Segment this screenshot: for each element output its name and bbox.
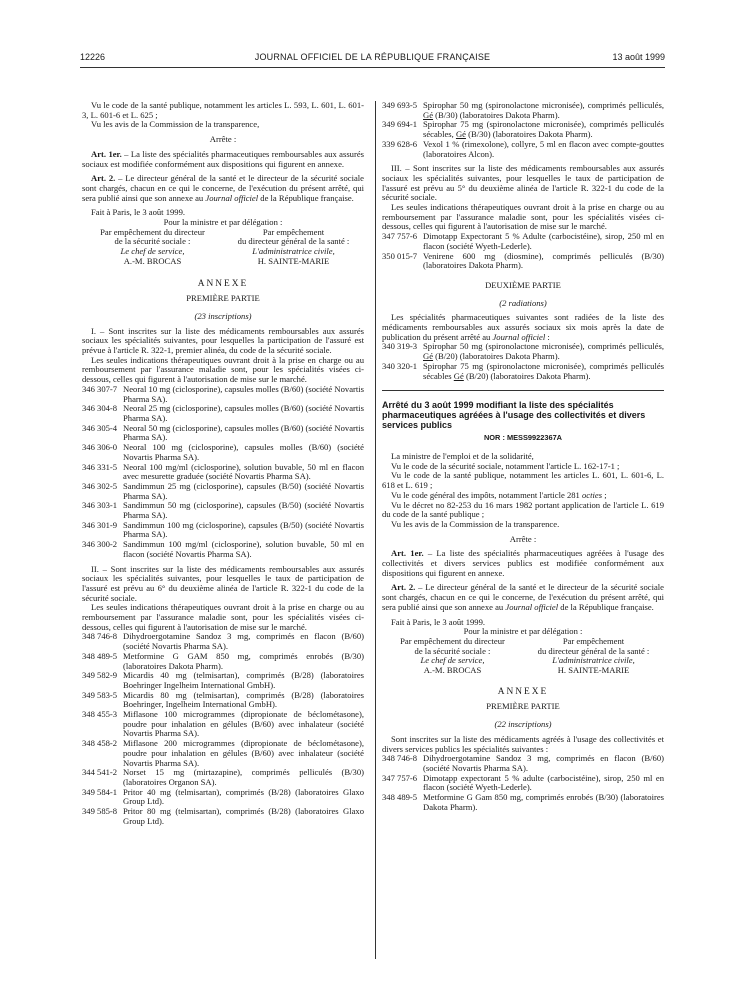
delegation-line: Pour la ministre et par délégation :	[163, 217, 283, 228]
medication-entry	[382, 793, 664, 812]
signature-line: Par empêchement du directeur	[100, 226, 205, 237]
description-text: Spirophar 75 mg (spironolactone micronisée), comprimés pelliculés sécables,	[423, 119, 664, 140]
journal-ref: Journal officiel	[492, 331, 546, 342]
medication-entry	[82, 768, 364, 787]
signature-left	[382, 637, 523, 676]
medication-description: Neoral 100 mg (ciclosporine), capsules molles (B/60) (société Novartis Pharma SA).	[123, 442, 364, 462]
medication-description	[423, 101, 664, 120]
visa-text-end: ;	[602, 489, 607, 500]
section-intro: II. – Sont inscrites sur la liste des médicaments remboursables aux assurés sociaux les spécialités suivantes, pour lesquelles le taux de participation de l'assuré est prévu au 6° du deuxième alinéa de l'article R. 322-1 du code de la sécurité sociale.	[82, 563, 364, 603]
article-2	[82, 174, 364, 203]
signatory-name: A.-M. BROCAS	[423, 665, 482, 676]
cip-code: 346 305-4	[82, 422, 118, 433]
section-intro: Sont inscrites sur la liste des médicaments agréés à l'usage des collectivités et divers services publics les spécialités suivantes :	[382, 733, 664, 754]
medication-description: Miflasone 200 microgrammes (dipropionate de béclométasone), poudre pour inhalation en gélules (B/60) avec inhalateur (société Novartis Pharma SA).	[123, 738, 364, 768]
medication-entry	[82, 521, 364, 540]
medication-description: Dihydroergotamine Sandoz 3 mg, comprimés en flacon (B/60) (société Novartis Pharma SA).	[423, 753, 664, 773]
signature-line: Par empêchement du directeur	[400, 635, 505, 646]
cip-code: 347 757-6	[382, 772, 418, 783]
article-text: – La liste des spécialités pharmaceutiques agréées à l'usage des collectivités et divers services publics est modifiée conformément aux dispositions qui figurent en annexe.	[382, 548, 664, 578]
medication-description: Neoral 25 mg (ciclosporine), capsules molles (B/60) (société Novartis Pharma SA).	[123, 403, 364, 423]
signature-right	[523, 637, 664, 676]
description-text: (B/30) (laboratoires Dakota Pharm).	[465, 129, 593, 140]
medication-description: Sandimmun 100 mg/ml (ciclosporine), solution buvable, 50 ml en flacon (société Novartis Pharma SA).	[123, 539, 364, 559]
part-heading: DEUXIÈME PARTIE	[485, 279, 561, 290]
medication-description: Metformine G GAM 850 mg, comprimés enrobés (B/30) (laboratoires Dakota Pharm).	[123, 650, 364, 671]
description-text: Spirophar 50 mg (spironolactone micronisée), comprimés pelliculés,	[423, 100, 664, 110]
signature-line: du directeur général de la santé :	[237, 236, 350, 247]
medication-description: Neoral 100 mg/ml (ciclosporine), solution buvable, 50 ml en flacon avec mesurette graduée (société Novartis Pharma SA).	[123, 461, 364, 482]
article-text-end: de la République française.	[558, 601, 654, 612]
signature-line: de la sécurité sociale :	[414, 645, 491, 656]
cip-code: 349 582-9	[82, 670, 118, 681]
signature-title: L'administratrice civile,	[252, 246, 335, 257]
signature-title: Le chef de service,	[120, 246, 185, 257]
medication-entry	[82, 739, 364, 768]
page-number: 12226	[80, 52, 106, 62]
journal-ref: Journal officiel	[505, 601, 559, 612]
visa-paragraph: Vu le code de la sécurité sociale, notamment l'article L. 162-17-1 ;	[391, 460, 620, 471]
medication-description: Pritor 40 mg (telmisartan), comprimés (B/28) (laboratoires Glaxo Group Ltd).	[123, 786, 364, 807]
medication-entry	[82, 443, 364, 462]
arrete-label: Arrête :	[209, 134, 237, 145]
journal-ref: Journal officiel	[205, 192, 259, 203]
visa-paragraph: Vu le code de la santé publique, notamment les articles L. 601, L. 601-6, L. 618 et L. 619 ;	[382, 470, 664, 491]
cip-code: 349 693-5	[382, 100, 418, 110]
signature-block	[82, 228, 364, 267]
medication-description: Venirene 600 mg (diosmine), comprimés pelliculés (B/30) (laboratoires Dakota Pharm).	[423, 250, 664, 271]
article-text: – Le directeur général de la santé et le directeur de la sécurité sociale sont chargés, chacun en ce qui le concerne, de l'exécution du présent arrêté, qui sera publié ainsi que son annexe au	[82, 173, 364, 203]
article-text: – Le directeur général de la santé et le directeur de la sécurité sociale sont chargés, chacun en ce qui le concerne, de l'exécution du présent arrêté, qui sera publié ainsi que son annexe au	[382, 582, 664, 612]
description-text: (B/30) (laboratoires Dakota Pharm).	[433, 109, 560, 120]
generic-marker: Gé	[455, 129, 466, 140]
visa-paragraph: Vu les avis de la Commission de la transparence,	[91, 119, 260, 130]
generic-marker: Gé	[423, 109, 434, 120]
medication-description	[423, 140, 664, 159]
medication-entry	[82, 424, 364, 443]
medication-entry	[382, 252, 664, 271]
cip-code: 340 320-1	[382, 360, 418, 371]
right-column	[382, 101, 664, 812]
article-2	[382, 583, 664, 612]
part-heading: PREMIÈRE PARTIE	[186, 293, 260, 304]
header-rule	[80, 67, 665, 68]
visa-text: Vu le code général des impôts, notamment l'article 281	[391, 489, 582, 500]
signature-right	[223, 228, 364, 267]
section-note: Les seules indications thérapeutiques ouvrant droit à la prise en charge ou au remboursement par l'assurance maladie sont, pour les spécialités visées ci-dessous, celles qui figurent à l'autorisation de mise sur le marché.	[82, 354, 364, 385]
cip-code: 348 489-5	[82, 650, 118, 661]
signatory-name: H. SAINTE-MARIE	[557, 665, 630, 676]
medication-entry	[82, 404, 364, 423]
medication-description: Miflasone 100 microgrammes (dipropionate de béclométasone), poudre pour inhalation en gélules (B/60) avec inhalateur (société Novartis Pharma SA).	[123, 709, 364, 739]
cip-code: 344 541-2	[82, 767, 118, 778]
medication-description: Dihydroergotamine Sandoz 3 mg, comprimés en flacon (B/60) (société Novartis Pharma SA).	[123, 631, 364, 652]
medication-list	[82, 385, 364, 560]
medication-description: Norset 15 mg (mirtazapine), comprimés pelliculés (B/30) (laboratoires Organon SA).	[123, 767, 364, 787]
medication-list	[382, 232, 664, 271]
cip-code: 349 583-5	[82, 689, 118, 700]
medication-description: Micardis 80 mg (telmisartan), comprimés (B/28) (laboratoires Boehringer, Ingelheim International GmbH).	[123, 689, 364, 710]
medication-description: Micardis 40 mg (telmisartan), comprimés (B/28) (laboratoires Boehringer Ingelheim International GmbH).	[123, 670, 364, 690]
medication-description: Dimotapp Expectorant 5 % Adulte (carbocistéine), sirop, 250 ml en flacon (société Wyeth-Lederle).	[423, 231, 664, 251]
article-heading: Art. 2.	[91, 173, 116, 184]
medication-description: Dimotapp expectorant 5 % adulte (carbocistéine), sirop, 250 ml en flacon (société Wyeth-Lederle).	[423, 772, 664, 793]
arrete-title: Arrêté du 3 août 1999 modifiant la liste des spécialités pharmaceutiques agréées à l'usage des collectivités et divers services publics	[382, 400, 646, 431]
cip-code: 349 694-1	[382, 119, 418, 130]
cip-code: 346 300-2	[82, 539, 118, 550]
cip-code: 339 628-6	[382, 138, 418, 149]
medication-entry	[82, 385, 364, 404]
medication-list	[82, 632, 364, 826]
intro-text-end: :	[545, 331, 550, 342]
medication-entry	[382, 754, 664, 773]
signature-block	[382, 637, 664, 676]
section-rule	[382, 390, 664, 391]
medication-entry	[382, 774, 664, 793]
signature-line: du directeur général de la santé :	[537, 645, 650, 656]
intro-text: Les spécialités pharmaceutiques suivantes sont radiées de la liste des médicaments remboursables aux assurés sociaux six mois après la date de publication du présent arrêté au	[382, 312, 664, 342]
medication-list	[382, 342, 664, 381]
minister-line: La ministre de l'emploi et de la solidarité,	[391, 450, 534, 461]
description-text: (B/20) (laboratoires Dakota Pharm).	[463, 370, 591, 381]
cip-code: 348 746-8	[82, 631, 118, 642]
medication-entry	[82, 482, 364, 501]
article-heading: Art. 1er.	[91, 148, 122, 159]
medication-entry	[82, 632, 364, 651]
cip-code: 346 304-8	[82, 403, 118, 414]
medication-description: Pritor 80 mg (telmisartan), comprimés (B/28) (laboratoires Glaxo Group Ltd).	[123, 806, 364, 826]
medication-description	[423, 120, 664, 139]
cip-code: 346 301-9	[82, 519, 118, 530]
description-text: (B/20) (laboratoires Dakota Pharm).	[433, 351, 560, 362]
cip-code: 348 458-2	[82, 738, 118, 749]
medication-description: Sandimmun 25 mg (ciclosporine), capsules (B/50) (société Novartis Pharma SA).	[123, 480, 364, 501]
delegation-line: Pour la ministre et par délégation :	[463, 626, 583, 637]
medication-entry	[82, 671, 364, 690]
cip-code: 346 331-5	[82, 461, 118, 472]
medication-description: Metformine G Gam 850 mg, comprimés enrobés (B/30) (laboratoires Dakota Pharm).	[423, 792, 664, 812]
medication-entry	[382, 232, 664, 251]
annexe-heading: ANNEXE	[197, 278, 249, 289]
arrete-label: Arrête :	[509, 533, 537, 544]
signatory-name: H. SAINTE-MARIE	[257, 255, 330, 266]
inscriptions-count: (22 inscriptions)	[494, 719, 552, 730]
signature-line: Par empêchement	[562, 635, 625, 646]
article-text: – La liste des spécialités pharmaceutiques remboursables aux assurés sociaux est modifiée conformément aux dispositions qui figurent en annexe.	[82, 148, 364, 169]
section-intro	[382, 313, 664, 342]
article-heading: Art. 2.	[391, 582, 416, 593]
part-heading: PREMIÈRE PARTIE	[486, 701, 560, 712]
medication-entry	[82, 710, 364, 739]
visa-italic: octies	[582, 489, 603, 500]
signature-line: de la sécurité sociale :	[114, 236, 191, 247]
generic-marker: Gé	[453, 370, 464, 381]
left-column	[82, 101, 364, 827]
medication-list	[382, 754, 664, 812]
signature-left	[82, 228, 223, 267]
cip-code: 346 306-0	[82, 442, 118, 453]
visa-paragraph: Vu le code de la santé publique, notamment les articles L. 593, L. 601, L. 601-3, L. 601-6 et L. 625 ;	[82, 100, 364, 120]
section-note: Les seules indications thérapeutiques ouvrant droit à la prise en charge ou au remboursement par l'assurance maladie sont, pour les spécialités visées ci-dessous, celles qui figurent à l'autorisation de mise sur le marché.	[82, 602, 364, 632]
signature-title: L'administratrice civile,	[552, 655, 635, 666]
nor-reference: NOR : MESS9922367A	[483, 433, 563, 443]
cip-code: 346 302-5	[82, 480, 118, 491]
section-intro: III. – Sont inscrites sur la liste des médicaments remboursables aux assurés sociaux les spécialités suivantes, pour lesquelles le taux de participation de l'assuré est prévu au 5° du deuxième alinéa de l'article R. 322-1 du code de la sécurité sociale.	[382, 163, 664, 203]
inscriptions-count: (23 inscriptions)	[194, 310, 252, 321]
page-header	[80, 52, 665, 66]
description-text: Spirophar 75 mg (spironolactone micronisée), comprimés pelliculés sécables	[423, 360, 664, 381]
cip-code: 348 455-3	[82, 709, 118, 720]
cip-code: 346 303-1	[82, 500, 118, 511]
cip-code: 346 307-7	[82, 383, 118, 394]
signature-line: Par empêchement	[262, 226, 325, 237]
visa-paragraph: Vu le décret no 82-253 du 16 mars 1982 portant application de l'article L. 619 du code de la santé publique ;	[382, 499, 664, 520]
medication-entry	[82, 807, 364, 826]
cip-code: 349 585-8	[82, 806, 118, 817]
cip-code: 347 757-6	[382, 231, 418, 242]
medication-list	[382, 101, 664, 159]
medication-entry	[82, 788, 364, 807]
signatory-name: A.-M. BROCAS	[123, 255, 182, 266]
article-1	[82, 150, 364, 169]
medication-description: Neoral 10 mg (ciclosporine), capsules molles (B/60) (société Novartis Pharma SA).	[123, 383, 364, 404]
medication-entry	[82, 652, 364, 671]
medication-description: Neoral 50 mg (ciclosporine), capsules molles (B/60) (société Novartis Pharma SA).	[123, 422, 364, 443]
cip-code: 348 489-5	[382, 792, 418, 803]
medication-entry	[82, 463, 364, 482]
article-heading: Art. 1er.	[391, 548, 424, 559]
medication-description: Sandimmun 50 mg (ciclosporine), capsules (B/50) (société Novartis Pharma SA).	[123, 500, 364, 521]
section-note: Les seules indications thérapeutiques ouvrant droit à la prise en charge ou au remboursement par l'assurance maladie sont, pour les spécialités visées ci-dessous, celles qui figurent à l'autorisation de mise sur le marché.	[382, 202, 664, 232]
medication-description	[423, 342, 664, 361]
medication-entry	[82, 691, 364, 710]
visa-paragraph: Vu les avis de la Commission de la transparence.	[391, 518, 560, 529]
medication-entry	[382, 362, 664, 381]
radiations-count: (2 radiations)	[499, 297, 547, 308]
fait-line: Fait à Paris, le 3 août 1999.	[91, 207, 186, 218]
cip-code: 348 746-8	[382, 753, 418, 764]
signature-title: Le chef de service,	[420, 655, 485, 666]
fait-line: Fait à Paris, le 3 août 1999.	[391, 616, 486, 627]
medication-entry	[382, 120, 664, 139]
cip-code: 349 584-1	[82, 786, 118, 797]
article-1	[382, 549, 664, 578]
cip-code: 340 319-3	[382, 341, 418, 352]
cip-code: 350 015-7	[382, 250, 418, 261]
medication-entry	[82, 501, 364, 520]
medication-entry	[82, 540, 364, 559]
section-intro: I. – Sont inscrites sur la liste des médicaments remboursables aux assurés sociaux les spécialités suivantes, pour lesquelles la participation de l'assuré est prévue à l'article R. 322-1, premier alinéa, du code de la sécurité sociale.	[82, 325, 364, 356]
medication-entry	[382, 342, 664, 361]
issue-date: 13 août 1999	[612, 52, 665, 62]
column-divider	[375, 101, 376, 959]
medication-entry	[382, 140, 664, 159]
description-text: Vexol 1 % (rimexolone), collyre, 5 ml en flacon avec compte-gouttes (laboratoires Alcon).	[423, 138, 664, 159]
journal-title: JOURNAL OFFICIEL DE LA RÉPUBLIQUE FRANÇAISE	[254, 52, 491, 62]
medication-entry	[382, 101, 664, 120]
description-text: Spirophar 50 mg (spironolactone micronisée), comprimés pelliculés,	[423, 341, 664, 352]
medication-description: Sandimmun 100 mg (ciclosporine), capsules (B/50) (société Novartis Pharma SA).	[123, 519, 364, 540]
article-text-end: de la République française.	[258, 192, 354, 203]
medication-description	[423, 362, 664, 381]
annexe-heading: ANNEXE	[497, 686, 549, 697]
generic-marker: Gé	[423, 351, 434, 362]
